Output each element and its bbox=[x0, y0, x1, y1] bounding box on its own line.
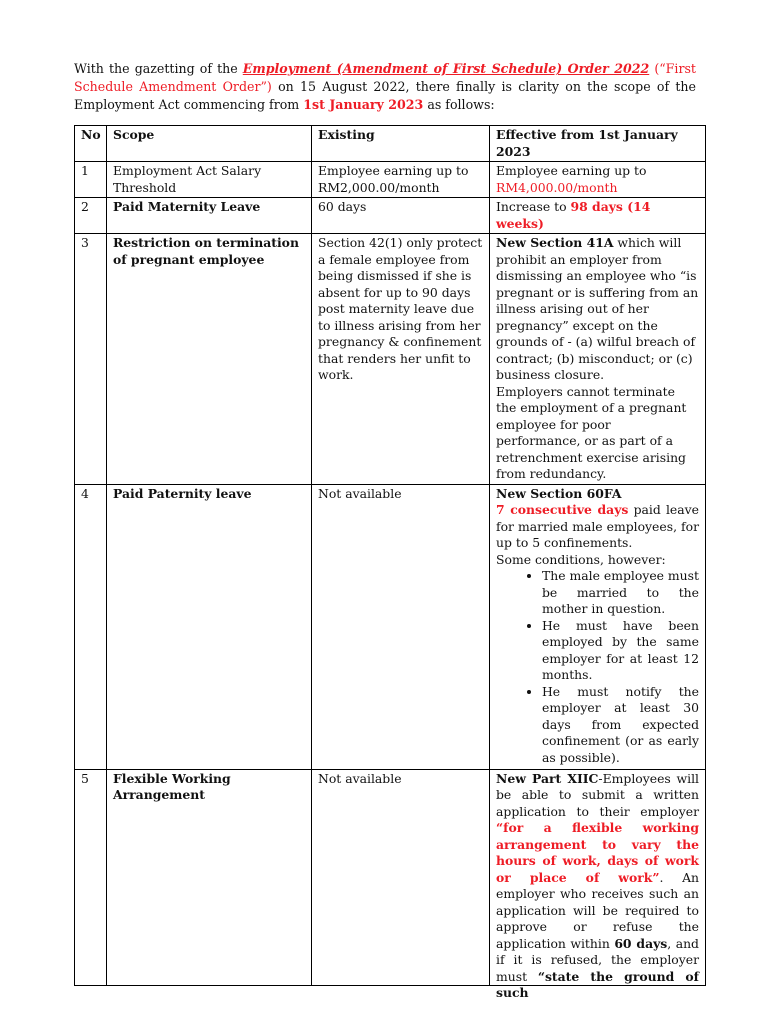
effective-section: New Section 41A bbox=[496, 235, 614, 250]
row-scope: Flexible Working Arrangement bbox=[107, 769, 312, 985]
list-item: • He must notify the employer at least 30 days from expected confinement (or as early as possible). bbox=[542, 684, 699, 767]
list-item: • He must have been employed by the same employer for at least 12 months. bbox=[542, 618, 699, 684]
effective-section: New Section 60FA bbox=[496, 485, 622, 501]
commencement-date: 1st January 2023 bbox=[303, 97, 424, 112]
row-existing: Not available bbox=[312, 484, 490, 769]
row-effective bbox=[490, 162, 706, 198]
table-row bbox=[75, 162, 706, 198]
effective-text: -Employees will be able to submit a written application to their employer bbox=[496, 770, 700, 819]
intro-text-3: as follows: bbox=[423, 97, 495, 112]
effective-highlight: 7 consecutive days bbox=[496, 502, 629, 517]
table-row bbox=[75, 484, 706, 769]
row-no: 4 bbox=[75, 484, 107, 769]
effective-days: 60 days bbox=[614, 935, 668, 951]
row-existing: 60 days bbox=[312, 198, 490, 234]
row-existing: Employee earning up to RM2,000.00/month bbox=[312, 162, 490, 198]
row-effective bbox=[490, 484, 706, 769]
effective-text: Increase to bbox=[496, 199, 571, 214]
row-no: 3 bbox=[75, 234, 107, 485]
effective-text-3: , and if it is refused, the employer must bbox=[496, 935, 699, 984]
effective-paragraph bbox=[496, 502, 699, 552]
header-effective: Effective from 1st January 2023 bbox=[490, 126, 706, 162]
row-scope: Paid Paternity leave bbox=[107, 484, 312, 769]
table-row bbox=[75, 234, 706, 485]
intro-text-1: With the gazetting of the bbox=[74, 61, 243, 76]
row-existing: Not available bbox=[312, 769, 490, 985]
table-header-row bbox=[75, 126, 706, 162]
row-no: 5 bbox=[75, 769, 107, 985]
row-effective bbox=[490, 769, 706, 1000]
effective-highlight: 98 days (14 weeks) bbox=[496, 199, 651, 231]
effective-highlight: RM4,000.00/month bbox=[496, 179, 618, 195]
order-short-name: (“First Schedule Amendment Order”) bbox=[74, 61, 696, 94]
effective-text: Employee earning up to bbox=[496, 163, 647, 178]
effective-section: New Part XIIC bbox=[496, 770, 599, 786]
effective-text: which will prohibit an employer from dismissing an employee who “is pregnant or is suffering from an illness arising out of her pregnancy” except on the grounds of - (a) wilful breach of contract; (b) misconduct; or (c) business closure. bbox=[496, 235, 699, 382]
effective-text-4: “state the ground of such bbox=[496, 968, 700, 1000]
row-scope: Paid Maternity Leave bbox=[107, 198, 312, 234]
conditions-label: Some conditions, however: bbox=[496, 551, 666, 567]
row-effective bbox=[490, 198, 706, 234]
row-scope: Restriction on termination of pregnant employee bbox=[107, 234, 312, 485]
effective-text: paid leave for married male employees, for up to 5 confinements. bbox=[496, 502, 699, 550]
row-effective bbox=[490, 234, 706, 485]
list-item: • The male employee must be married to the mother in question. bbox=[542, 568, 699, 618]
amendments-table bbox=[74, 125, 706, 1000]
row-scope: Employment Act Salary Threshold bbox=[107, 162, 312, 198]
row-no: 2 bbox=[75, 198, 107, 234]
effective-paragraph bbox=[496, 770, 700, 1000]
table-row bbox=[75, 769, 706, 985]
order-name: Employment (Amendment of First Schedule) Order 2022 bbox=[242, 61, 650, 76]
intro-paragraph bbox=[74, 60, 696, 114]
table-row bbox=[75, 198, 706, 234]
row-no: 1 bbox=[75, 162, 107, 198]
header-scope: Scope bbox=[107, 126, 312, 162]
header-existing: Existing bbox=[312, 126, 490, 162]
conditions-list bbox=[496, 568, 699, 766]
effective-highlight: “for a flexible working arrangement to vary the hours of work, days of work or place of work” bbox=[496, 820, 699, 885]
intro-text-2: on 15 August 2022, there finally is clarity on the scope of the Employment Act commencing from bbox=[74, 79, 696, 112]
row-existing: Section 42(1) only protect a female employee from being dismissed if she is absent for up to 90 days post maternity leave due to illness arising from her pregnancy & confinement that renders her unfit to work. bbox=[312, 234, 490, 485]
header-no: No bbox=[75, 126, 107, 162]
effective-text-2: Employers cannot terminate the employment of a pregnant employee for poor performance, or as part of a retrenchment exercise arising from redundancy. bbox=[496, 383, 687, 481]
effective-text-2: . An employer who receives such an application will be required to approve or refuse the application within bbox=[496, 869, 700, 951]
